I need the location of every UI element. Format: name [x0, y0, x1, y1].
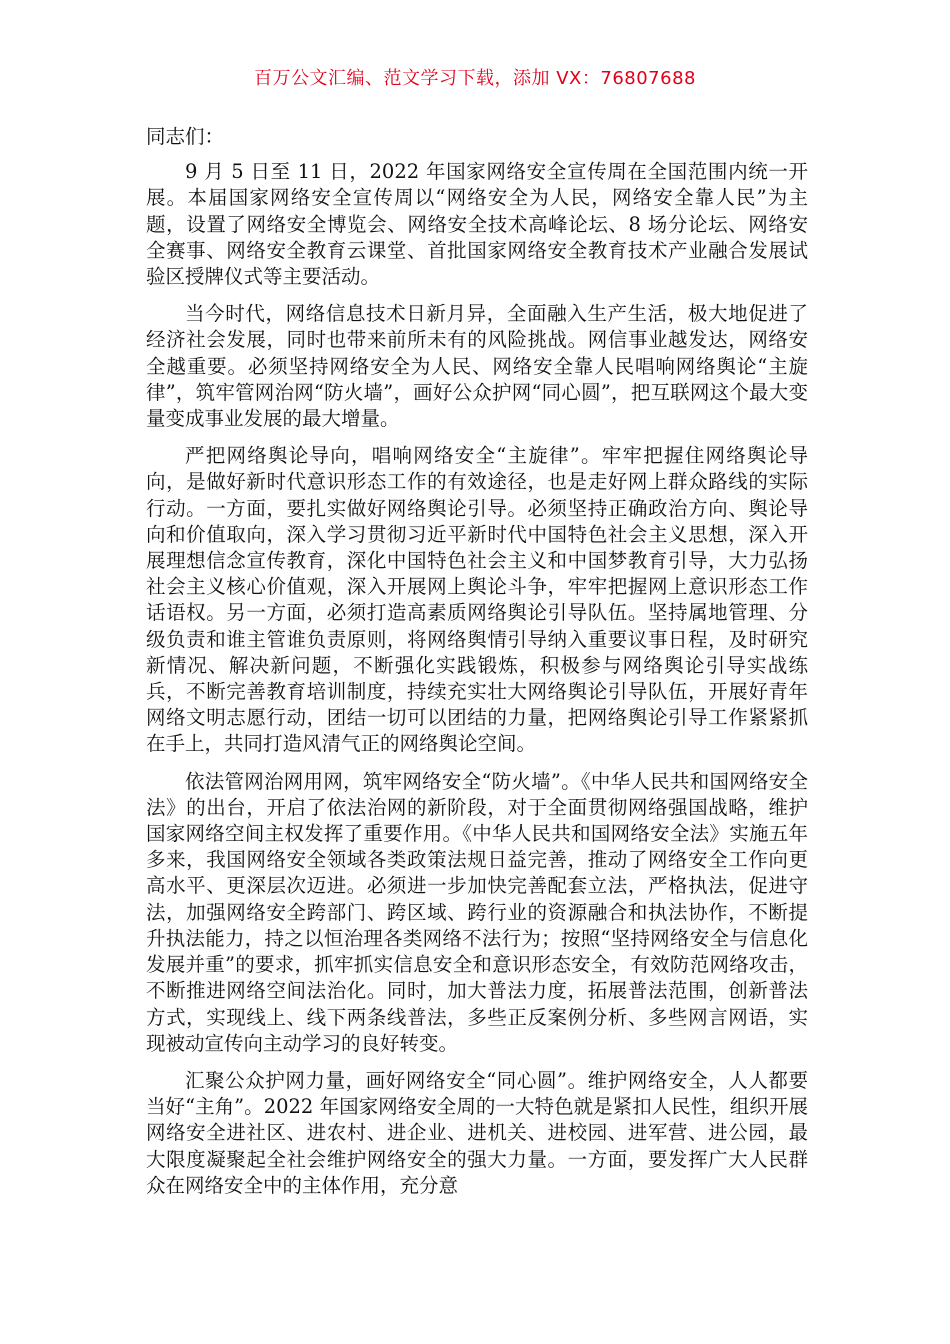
paragraph-opinion-guidance: 严把网络舆论导向，唱响网络安全“主旋律”。牢牢把握住网络舆论导向，是做好新时代意识形态工作的有效途径，也是走好网上群众路线的实际行动。一方面，要扎实做好网络舆论引导。必须坚持正确政治方向、舆论导向和价值取向，深入学习贯彻习近平新时代中国特色社会主义思想，深入开展理想信念宣传教育，深化中国特色社会主义和中国梦教育引导，大力弘扬社会主义核心价值观，深入开展网上舆论斗争，牢牢把握网上意识形态工作话语权。另一方面，必须打造高素质网络舆论引导队伍。坚持属地管理、分级负责和谁主管谁负责原则，将网络舆情引导纳入重要议事日程，及时研究新情况、解决新问题，不断强化实践锻炼，积极参与网络舆论引导实战练兵，不断完善教育培训制度，持续充实壮大网络舆论引导队伍，开展好青年网络文明志愿行动，团结一切可以团结的力量，把网络舆论引导工作紧紧抓在手上，共同打造风清气正的网络舆论空间。 — [146, 444, 808, 756]
document-body — [146, 124, 808, 1210]
paragraph-public-participation: 汇聚公众护网力量，画好网络安全“同心圆”。维护网络安全，人人都要当好“主角”。2022 年国家网络安全周的一大特色就是紧扣人民性，组织开展网络安全进社区、进农村、进企业、进机关、进校园、进军营、进公园，最大限度凝聚起全社会维护网络安全的强大力量。一方面，要发挥广大人民群众在网络安全中的主体作用，充分意 — [146, 1068, 808, 1197]
salutation: 同志们： — [146, 125, 225, 148]
paragraph-context: 当今时代，网络信息技术日新月异，全面融入生产生活，极大地促进了经济社会发展，同时也带来前所未有的风险挑战。网信事业越发达，网络安全越重要。必须坚持网络安全为人民、网络安全靠人民唱响网络舆论“主旋律”，筑牢管网治网“防火墙”，画好公众护网“同心圆”，把互联网这个最大变量变成事业发展的最大增量。 — [146, 302, 808, 431]
header-banner: 百万公文汇编、范文学习下载，添加 VX：76807688 — [254, 68, 696, 89]
paragraph-intro: 9 月 5 日至 11 日，2022 年国家网络安全宣传周在全国范围内统一开展。本届国家网络安全宣传周以“网络安全为人民，网络安全靠人民”为主题，设置了网络安全博览会、网络安全技术高峰论坛、8 场分论坛、网络安全赛事、网络安全教育云课堂、首批国家网络安全教育技术产业融合发展试验区授牌仪式等主要活动。 — [146, 160, 808, 289]
paragraph-rule-of-law: 依法管网治网用网，筑牢网络安全“防火墙”。《中华人民共和国网络安全法》的出台，开启了依法治网的新阶段，对于全面贯彻网络强国战略，维护国家网络空间主权发挥了重要作用。《中华人民共和国网络安全法》实施五年多来，我国网络安全领域各类政策法规日益完善，推动了网络安全工作向更高水平、更深层次迈进。必须进一步加快完善配套立法，严格执法，促进守法，加强网络安全跨部门、跨区域、跨行业的资源融合和执法协作，不断提升执法能力，持之以恒治理各类网络不法行为；按照“坚持网络安全与信息化发展并重”的要求，抓牢抓实信息安全和意识形态安全，有效防范网络攻击，不断推进网络空间法治化。同时，加大普法力度，拓展普法范围，创新普法方式，实现线上、线下两条线普法，多些正反案例分析、多些网言网语，实现被动宣传向主动学习的良好转变。 — [146, 769, 808, 1055]
